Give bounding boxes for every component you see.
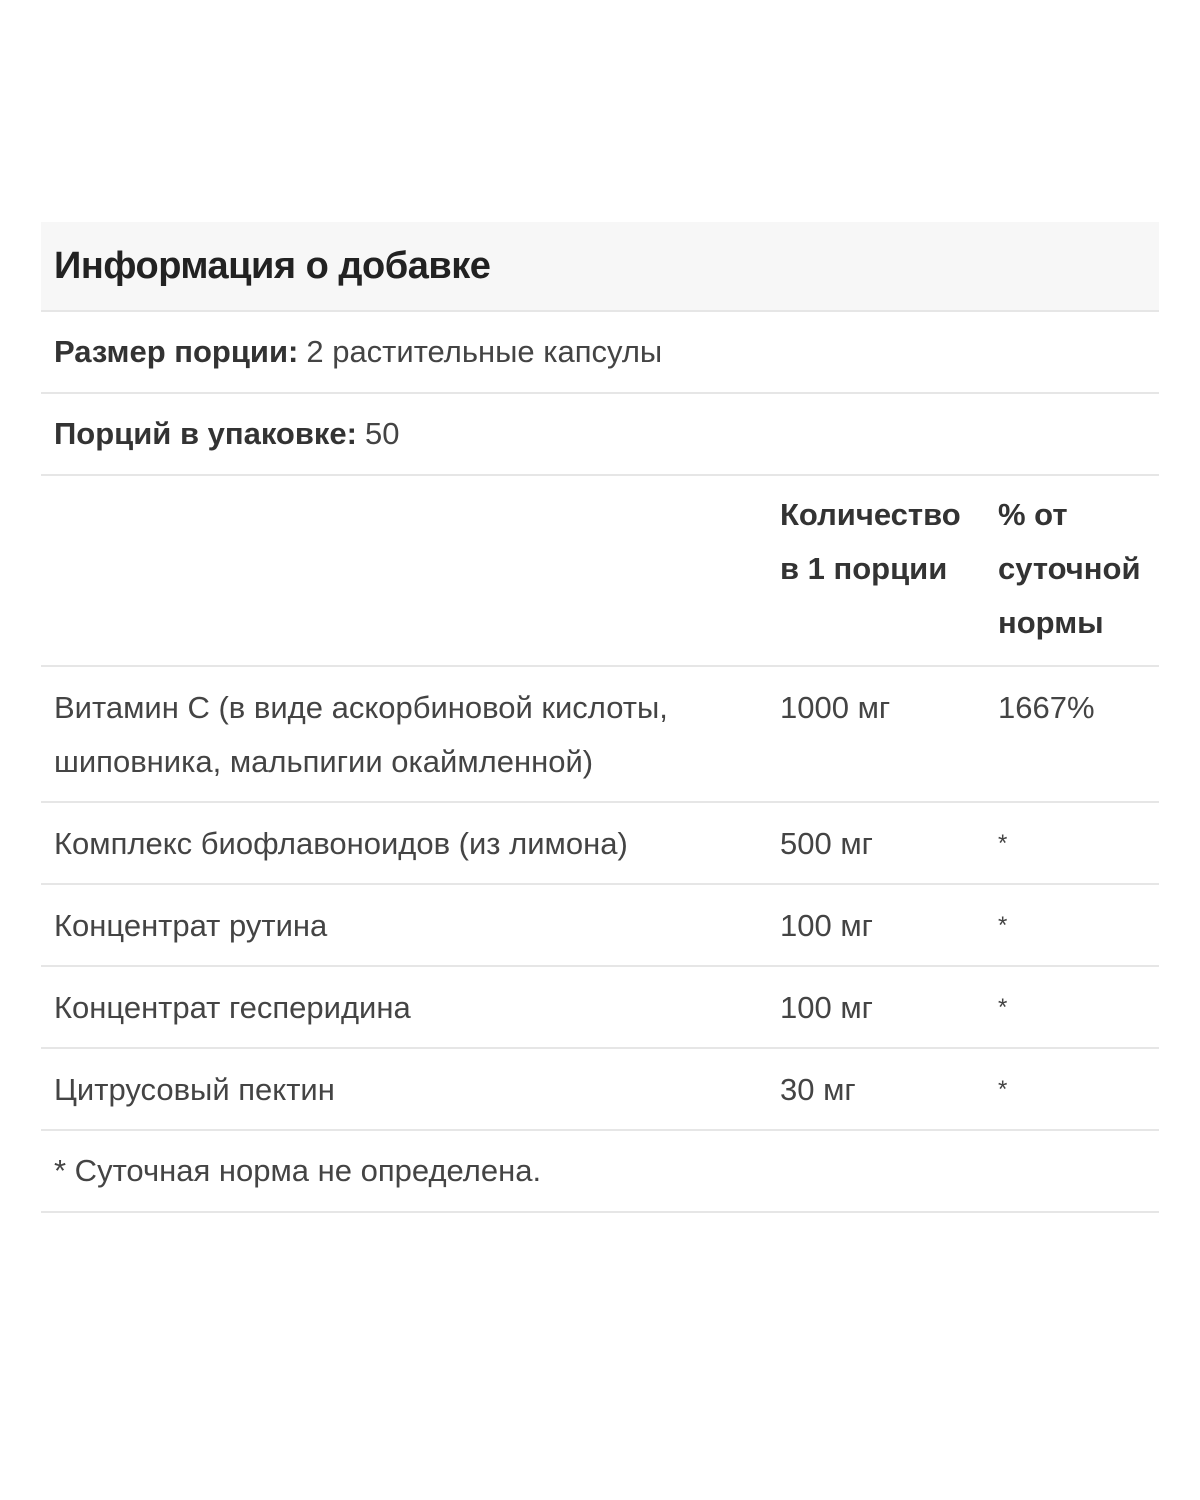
ingredient-amount: 100 мг bbox=[780, 990, 873, 1025]
ingredient-daily-value: * bbox=[998, 912, 1008, 939]
serving-size-label: Размер порции: bbox=[54, 334, 299, 369]
table-row bbox=[41, 885, 1159, 967]
ingredient-name: Концентрат рутина bbox=[54, 908, 328, 943]
serving-size-row bbox=[41, 312, 1159, 394]
ingredient-name: Комплекс биофлавоноидов (из лимона) bbox=[54, 826, 628, 861]
footnote: * Суточная норма не определена. bbox=[54, 1153, 542, 1188]
ingredient-amount: 1000 мг bbox=[780, 690, 891, 725]
column-header-name bbox=[54, 476, 780, 665]
servings-per-container-label: Порций в упаковке: bbox=[54, 416, 357, 451]
table-row bbox=[41, 1049, 1159, 1131]
footnote-row bbox=[41, 1131, 1159, 1213]
column-header-amount: Количество в 1 порции bbox=[780, 497, 961, 586]
ingredient-daily-value: * bbox=[998, 1076, 1008, 1103]
ingredient-daily-value: * bbox=[998, 994, 1008, 1021]
page-title: Информация о добавке bbox=[54, 244, 491, 287]
ingredient-amount: 500 мг bbox=[780, 826, 873, 861]
serving-size-value: 2 растительные капсулы bbox=[306, 334, 663, 369]
ingredient-daily-value: 1667% bbox=[998, 690, 1095, 725]
column-header-daily-value: % от суточной нормы bbox=[998, 497, 1141, 640]
supplement-facts-header bbox=[41, 222, 1159, 312]
ingredient-amount: 100 мг bbox=[780, 908, 873, 943]
table-header-row bbox=[41, 476, 1159, 667]
table-row bbox=[41, 803, 1159, 885]
table-row bbox=[41, 967, 1159, 1049]
servings-per-container-value: 50 bbox=[365, 416, 400, 451]
servings-per-container-row bbox=[41, 394, 1159, 476]
supplement-facts-panel bbox=[41, 222, 1159, 1213]
ingredient-amount: 30 мг bbox=[780, 1072, 856, 1107]
ingredient-name: Концентрат гесперидина bbox=[54, 990, 411, 1025]
table-row bbox=[41, 667, 1159, 803]
ingredient-name: Цитрусовый пектин bbox=[54, 1072, 335, 1107]
ingredient-name: Витамин С (в виде аскорбиновой кислоты, шиповника, мальпигии окаймленной) bbox=[54, 690, 668, 779]
ingredient-daily-value: * bbox=[998, 830, 1008, 857]
